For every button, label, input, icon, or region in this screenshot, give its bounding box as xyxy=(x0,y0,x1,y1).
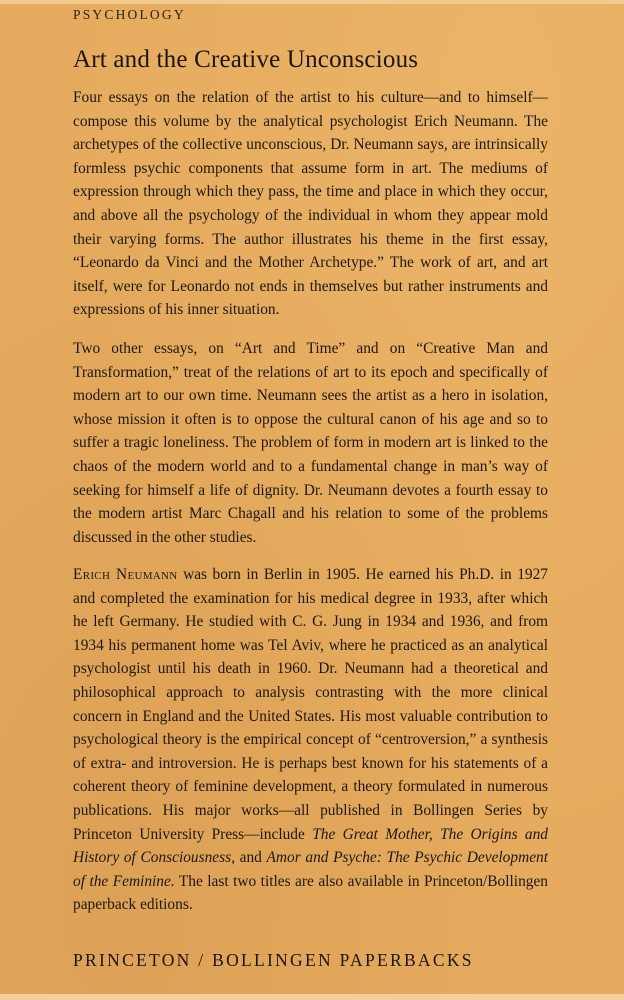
cover-bottom-edge xyxy=(0,994,624,1000)
author-biography xyxy=(73,563,548,917)
description-paragraph-2: Two other essays, on “Art and Time” and on “Creative Man and Transformation,” treat of the relations of art to its epoch and specifically of modern art to our own time. Neumann sees the artist as a hero in isolation, whose mission it often is to oppose the cultural canon of his age and so to suffer a tragic loneliness. The problem of form in modern art is linked to the chaos of the modern world and to a fundamental change in man’s way of seeking for himself a life of dignity. Dr. Neumann devotes a fourth essay to the modern artist Marc Chagall and his relation to some of the problems discussed in the other studies. xyxy=(73,340,548,546)
bio-work-titles-1: The Great Mother, The Origins and History of Consciousness, xyxy=(73,825,548,867)
category-label: PSYCHOLOGY xyxy=(73,7,186,22)
description-paragraph-1: Four essays on the relation of the artist to his culture—and to himself—compose this volume by the analytical psychologist Erich Neumann. The archetypes of the collective unconscious, Dr. Neumann says, are intrinsically formless psychic components that assume form in art. The mediums of expression through which they pass, the time and place in which they occur, and above all the psychology of the individual in whom they appear mold their varying forms. The author illustrates his theme in the first essay, “Leonardo da Vinci and the Mother Archetype.” The work of art, and art itself, were for Leonardo not ends in themselves but rather instruments and expressions of his inner situation. xyxy=(73,89,548,319)
cover-top-edge xyxy=(0,0,624,4)
publisher-imprint: PRINCETON / BOLLINGEN PAPERBACKS xyxy=(73,950,474,970)
bio-text-1: was born in Berlin in 1905. He earned his Ph.D. in 1927 and completed the examination for his medical degree in 1933, after which he left Germany. He studied with C. G. Jung in 1934 and 1936, and from 1934 his permanent home was Tel Aviv, where he practiced as an analytical psychologist until his death in 1960. Dr. Neumann had a theoretical and philosophical approach to analysis contrasting with the more clinical concern in England and the United States. His most valuable contribution to psychological theory is the empirical concept of “centroversion,” a synthesis of extra- and introversion. He is perhaps best known for his statements of a coherent theory of feminine development, a theory formulated in numerous publications. His major works—all published in Bollingen Series by Princeton University Press—include xyxy=(73,566,549,843)
bio-text-2: and xyxy=(234,849,267,867)
bio-work-titles-2: Amor and Psyche: The Psychic Development of the Feminine. xyxy=(73,849,548,890)
bio-text-3: The last two titles are also available in Princeton/Bollingen paperback editions. xyxy=(73,872,548,914)
author-name: Erich Neumann xyxy=(73,566,178,583)
book-title: Art and the Creative Unconscious xyxy=(73,46,419,73)
